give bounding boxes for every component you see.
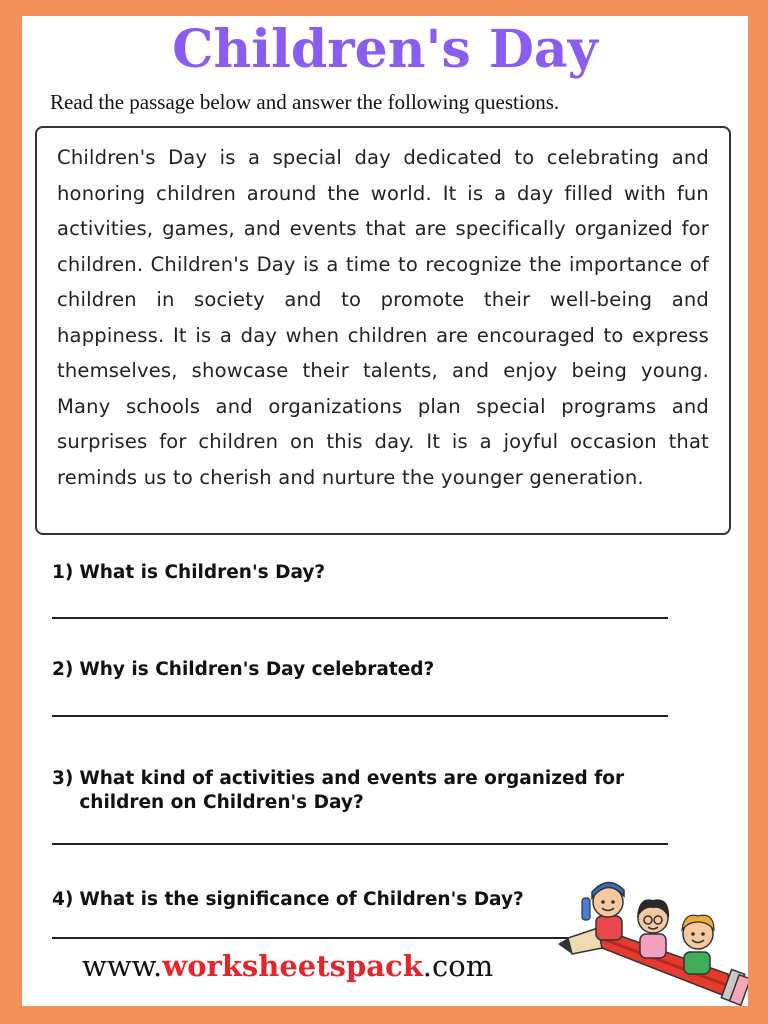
kids-riding-pencil-illustration bbox=[558, 876, 748, 1006]
question-number: 4) bbox=[52, 889, 74, 910]
question-number: 3) bbox=[52, 768, 74, 789]
kid-3-icon bbox=[682, 915, 714, 974]
answer-line-1[interactable] bbox=[52, 617, 668, 619]
question-3 bbox=[52, 767, 712, 815]
question-text: Why is Children's Day celebrated? bbox=[79, 659, 435, 680]
website-url[interactable] bbox=[82, 946, 493, 986]
answer-line-2[interactable] bbox=[52, 715, 668, 717]
url-suffix: .com bbox=[422, 949, 494, 983]
url-brand: worksheetspack bbox=[162, 949, 423, 983]
question-text: What is the significance of Children's Day? bbox=[79, 889, 524, 910]
question-text: What kind of activities and events are organized for children on Children's Day? bbox=[79, 768, 625, 813]
page-title: Children's Day bbox=[172, 19, 598, 80]
answer-line-4[interactable] bbox=[52, 937, 612, 939]
question-text: What is Children's Day? bbox=[79, 562, 326, 583]
question-number: 2) bbox=[52, 659, 74, 680]
passage-text: Children's Day is a special day dedicated to celebrating and honoring children around the world. It is a day filled with fun activities, games, and events that are specifically organized for children. Children's Day is a time to recognize the importance of children in society and to promote their well-being and happiness. It is a day when children are encouraged to express themselves, showcase their talents, and enjoy being young. Many schools and organizations plan special programs and surprises for children on this day. It is a joyful occasion that reminds us to cherish and nurture the younger generation. bbox=[57, 146, 709, 489]
answer-line-3[interactable] bbox=[52, 843, 668, 845]
question-2 bbox=[52, 658, 712, 682]
worksheet-page bbox=[22, 16, 748, 1006]
question-number: 1) bbox=[52, 562, 74, 583]
kid-2-icon bbox=[637, 899, 669, 958]
url-prefix: www. bbox=[82, 949, 163, 983]
passage-box bbox=[35, 126, 731, 535]
question-1 bbox=[52, 561, 712, 585]
instructions-text: Read the passage below and answer the following questions. bbox=[50, 90, 560, 114]
